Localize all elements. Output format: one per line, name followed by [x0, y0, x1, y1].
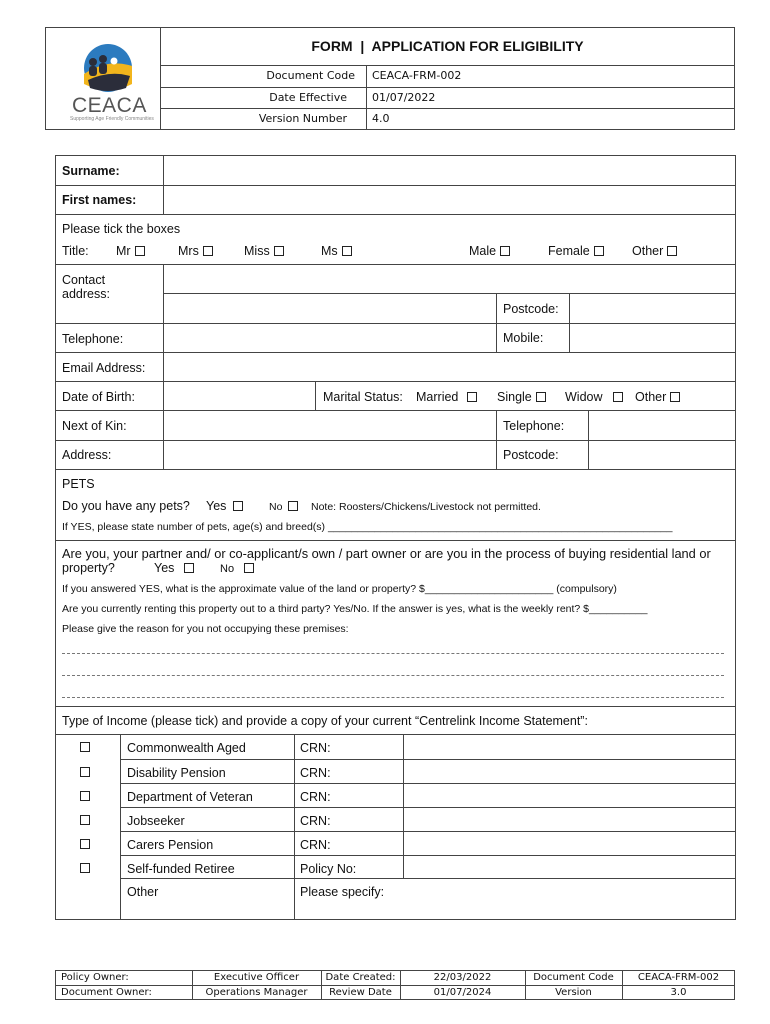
- nok-postcode-label: Postcode:: [503, 448, 559, 462]
- income-type-checkbox[interactable]: [80, 767, 90, 777]
- first-names-field[interactable]: [164, 186, 735, 214]
- dob-field[interactable]: [164, 382, 314, 410]
- next-of-kin-field[interactable]: [164, 411, 495, 440]
- postcode-field[interactable]: [570, 294, 735, 322]
- document-code-value: CEACA-FRM-002: [372, 69, 462, 82]
- marital-married-option[interactable]: Married: [416, 390, 477, 404]
- policy-owner-label: Policy Owner:: [61, 972, 129, 983]
- income-reference-label: CRN:: [300, 766, 331, 780]
- tick-prompt: Please tick the boxes: [62, 222, 181, 236]
- marital-other-checkbox[interactable]: [670, 392, 680, 402]
- telephone-label: Telephone:: [62, 332, 124, 346]
- version-number-label: Version Number: [258, 112, 347, 125]
- income-reference-field[interactable]: [404, 784, 735, 806]
- pets-heading: PETS: [62, 477, 95, 491]
- telephone-field[interactable]: [164, 324, 495, 352]
- gender-female-option[interactable]: Female: [548, 244, 604, 258]
- surname-field[interactable]: [164, 156, 735, 185]
- mrs-checkbox[interactable]: [203, 246, 213, 256]
- address-label: Address:: [62, 448, 112, 462]
- income-type-label: Other: [127, 885, 159, 899]
- form-title: FORM | APPLICATION FOR ELIGIBILITY: [311, 38, 584, 54]
- review-date-value: 01/07/2024: [433, 987, 492, 998]
- logo-text: CEACA: [72, 94, 147, 117]
- income-type-checkbox[interactable]: [80, 791, 90, 801]
- email-field[interactable]: [164, 353, 735, 381]
- logo-tagline: Supporting Age Friendly Communities: [70, 116, 154, 122]
- other-checkbox[interactable]: [667, 246, 677, 256]
- marital-other-option[interactable]: Other: [635, 390, 680, 404]
- widow-checkbox[interactable]: [613, 392, 623, 402]
- reason-line-2[interactable]: [62, 675, 724, 676]
- mr-checkbox[interactable]: [135, 246, 145, 256]
- male-checkbox[interactable]: [500, 246, 510, 256]
- footer-doc-code-label: Document Code: [533, 972, 614, 983]
- pets-question: Do you have any pets?: [62, 499, 190, 513]
- date-created-label: Date Created:: [325, 972, 396, 983]
- gender-other-option[interactable]: Other: [632, 244, 677, 258]
- income-reference-label: CRN:: [300, 741, 331, 755]
- nok-telephone-label: Telephone:: [503, 419, 565, 433]
- property-no-option[interactable]: No: [220, 562, 254, 576]
- footer-version-label: Version: [555, 987, 592, 998]
- mobile-field[interactable]: [570, 324, 735, 352]
- income-type-label: Department of Veteran: [127, 790, 253, 804]
- income-reference-label: Policy No:: [300, 862, 357, 876]
- property-reason-question: Please give the reason for you not occupying these premises:: [62, 623, 349, 635]
- income-reference-field[interactable]: [404, 735, 735, 757]
- property-rent-question[interactable]: Are you currently renting this property out to a third party? Yes/No. If the answer is yes, what is the weekly rent? $__________: [62, 603, 648, 615]
- title-mrs-option[interactable]: Mrs: [178, 244, 213, 258]
- title-label: Title:: [62, 244, 89, 258]
- income-type-label: Self-funded Retiree: [127, 862, 235, 876]
- miss-checkbox[interactable]: [274, 246, 284, 256]
- ceaca-logo: [60, 40, 155, 125]
- pets-no-checkbox[interactable]: [288, 501, 298, 511]
- income-type-label: Jobseeker: [127, 814, 185, 828]
- income-type-checkbox[interactable]: [80, 839, 90, 849]
- postcode-label: Postcode:: [503, 302, 559, 316]
- income-reference-label: CRN:: [300, 790, 331, 804]
- income-type-label: Carers Pension: [127, 838, 214, 852]
- marital-single-option[interactable]: Single: [497, 390, 546, 404]
- contact-address-label: Contact address:: [62, 273, 110, 301]
- pets-details-line[interactable]: If YES, please state number of pets, age(s) and breed(s) ___________________________________________________________: [62, 521, 673, 533]
- date-created-value: 22/03/2022: [433, 972, 492, 983]
- nok-telephone-field[interactable]: [589, 411, 735, 440]
- income-type-label: Disability Pension: [127, 766, 226, 780]
- footer-version-value: 3.0: [670, 987, 687, 998]
- reason-line-1[interactable]: [62, 653, 724, 654]
- income-reference-field[interactable]: [404, 760, 735, 782]
- nok-postcode-field[interactable]: [589, 441, 735, 469]
- title-miss-option[interactable]: Miss: [244, 244, 284, 258]
- income-reference-field[interactable]: [390, 879, 735, 919]
- female-checkbox[interactable]: [594, 246, 604, 256]
- property-yes-checkbox[interactable]: [184, 563, 194, 573]
- income-reference-field[interactable]: [404, 856, 735, 878]
- marital-status-label: Marital Status:: [323, 390, 403, 404]
- document-code-label: Document Code: [266, 69, 355, 82]
- mobile-label: Mobile:: [503, 331, 544, 345]
- property-value-question[interactable]: If you answered YES, what is the approximate value of the land or property? $______________________ (compulsory): [62, 583, 617, 595]
- next-of-kin-label: Next of Kin:: [62, 419, 127, 433]
- income-reference-field[interactable]: [404, 832, 735, 854]
- logo-emblem-icon: [60, 40, 155, 98]
- income-reference-label: Please specify:: [300, 885, 385, 899]
- income-reference-field[interactable]: [404, 808, 735, 830]
- surname-label: Surname:: [62, 164, 120, 178]
- married-checkbox[interactable]: [467, 392, 477, 402]
- gender-male-option[interactable]: Male: [469, 244, 510, 258]
- dob-label: Date of Birth:: [62, 390, 135, 404]
- property-no-checkbox[interactable]: [244, 563, 254, 573]
- income-reference-label: CRN:: [300, 838, 331, 852]
- ms-checkbox[interactable]: [342, 246, 352, 256]
- income-type-checkbox[interactable]: [80, 863, 90, 873]
- pets-note: Note: Roosters/Chickens/Livestock not permitted.: [311, 501, 541, 513]
- first-names-label: First names:: [62, 193, 137, 207]
- property-yes-option[interactable]: Yes: [154, 561, 194, 575]
- income-type-checkbox[interactable]: [80, 815, 90, 825]
- marital-widow-option[interactable]: Widow: [565, 390, 623, 404]
- income-type-label: Commonwealth Aged: [127, 741, 246, 755]
- property-question-line2: property?: [62, 561, 115, 575]
- income-type-checkbox[interactable]: [80, 742, 90, 752]
- email-label: Email Address:: [62, 361, 146, 375]
- date-effective-value: 01/07/2022: [372, 91, 436, 104]
- review-date-label: Review Date: [329, 987, 392, 998]
- footer-doc-code-value: CEACA-FRM-002: [637, 972, 720, 983]
- version-number-value: 4.0: [372, 112, 390, 125]
- income-reference-label: CRN:: [300, 814, 331, 828]
- pets-no-option[interactable]: No: [269, 500, 298, 514]
- document-owner-label: Document Owner:: [61, 987, 152, 998]
- reason-line-3[interactable]: [62, 697, 724, 698]
- pets-yes-checkbox[interactable]: [233, 501, 243, 511]
- policy-owner-value: Executive Officer: [213, 972, 300, 983]
- pets-yes-option[interactable]: Yes: [206, 499, 243, 513]
- contact-address-field[interactable]: [164, 265, 735, 293]
- document-owner-value: Operations Manager: [205, 987, 308, 998]
- title-mr-option[interactable]: Mr: [116, 244, 145, 258]
- property-question: Are you, your partner and/ or co-applicant/s own / part owner or are you in the process of buying residential land or: [62, 546, 711, 561]
- title-ms-option[interactable]: Ms: [321, 244, 352, 258]
- income-heading: Type of Income (please tick) and provide a copy of your current “Centrelink Income Statement”:: [62, 714, 588, 728]
- address-field[interactable]: [164, 441, 495, 469]
- date-effective-label: Date Effective: [269, 91, 347, 104]
- single-checkbox[interactable]: [536, 392, 546, 402]
